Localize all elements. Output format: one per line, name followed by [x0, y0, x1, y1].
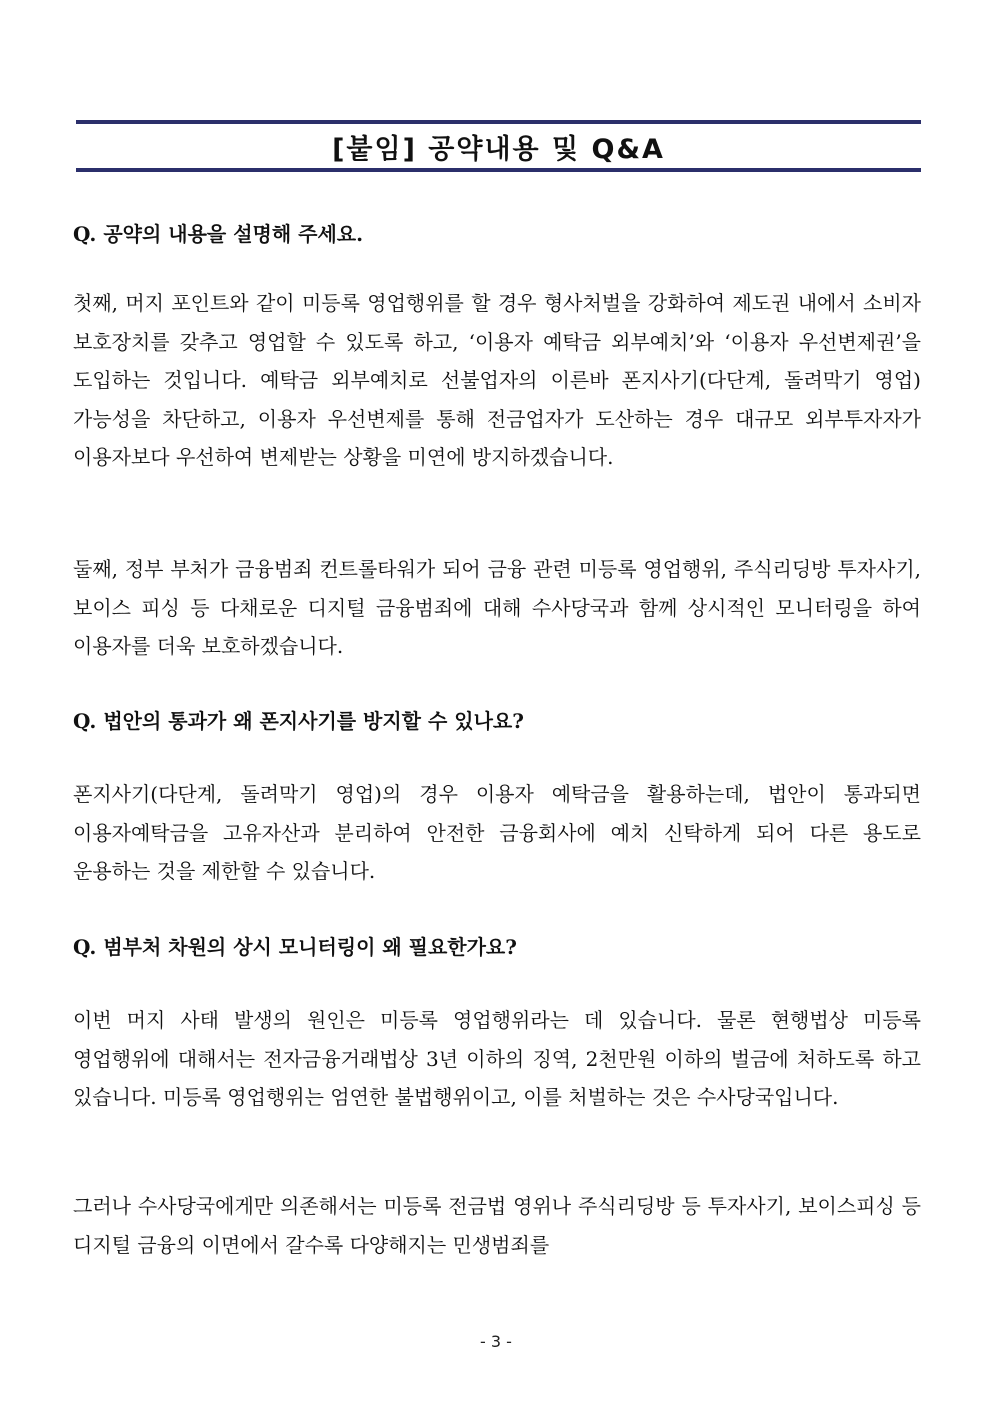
page-number: - 3 - — [480, 1332, 512, 1351]
page-title: [붙임] 공약내용 및 Q&A — [332, 133, 665, 165]
question-1: Q. 공약의 내용을 설명해 주세요. — [73, 222, 364, 246]
question-2: Q. 법안의 통과가 왜 폰지사기를 방지할 수 있나요? — [73, 709, 524, 733]
paragraph-3-1: 이번 머지 사태 발생의 원인은 미등록 영업행위라는 데 있습니다. 물론 현행법상 미등록 영업행위에 대해서는 전자금융거래법상 3년 이하의 징역, 2천만원 이하의 벌금에 처하도록 하고 있습니다. 미등록 영업행위는 엄연한 불법행위이고, 이를 처벌하는 것은 수사당국입니다. — [73, 1008, 921, 1109]
paragraph-1-1: 첫째, 머지 포인트와 같이 미등록 영업행위를 할 경우 형사처벌을 강화하여 제도권 내에서 소비자 보호장치를 갖추고 영업할 수 있도록 하고, ‘이용자 예탁금 외부예치’와 ‘이용자 우선변제권’을 도입하는 것입니다. 예탁금 외부예치로 선불업자의 이른바 폰지사기(다단계, 돌려막기 영업) 가능성을 차단하고, 이용자 우선변제를 통해 전금업자가 도산하는 경우 대규모 외부투자자가 이용자보다 우선하여 변제받는 상황을 미연에 방지하겠습니다. — [73, 291, 921, 469]
question-3: Q. 범부처 차원의 상시 모니터링이 왜 필요한가요? — [73, 935, 517, 959]
paragraph-2-1: 폰지사기(다단계, 돌려막기 영업)의 경우 이용자 예탁금을 활용하는데, 법안이 통과되면 이용자예탁금을 고유자산과 분리하여 안전한 금융회사에 예치 신탁하게 되어 다른 용도로 운용하는 것을 제한할 수 있습니다. — [73, 782, 921, 883]
paragraph-1-2: 둘째, 정부 부처가 금융범죄 컨트롤타워가 되어 금융 관련 미등록 영업행위, 주식리딩방 투자사기, 보이스 피싱 등 다채로운 디지털 금융범죄에 대해 수사당국과 함께 상시적인 모니터링을 하여 이용자를 더욱 보호하겠습니다. — [73, 557, 921, 658]
title-banner — [76, 120, 921, 172]
paragraph-3-2: 그러나 수사당국에게만 의존해서는 미등록 전금법 영위나 주식리딩방 등 투자사기, 보이스피싱 등 디지털 금융의 이면에서 갈수록 다양해지는 민생범죄를 — [73, 1194, 921, 1257]
